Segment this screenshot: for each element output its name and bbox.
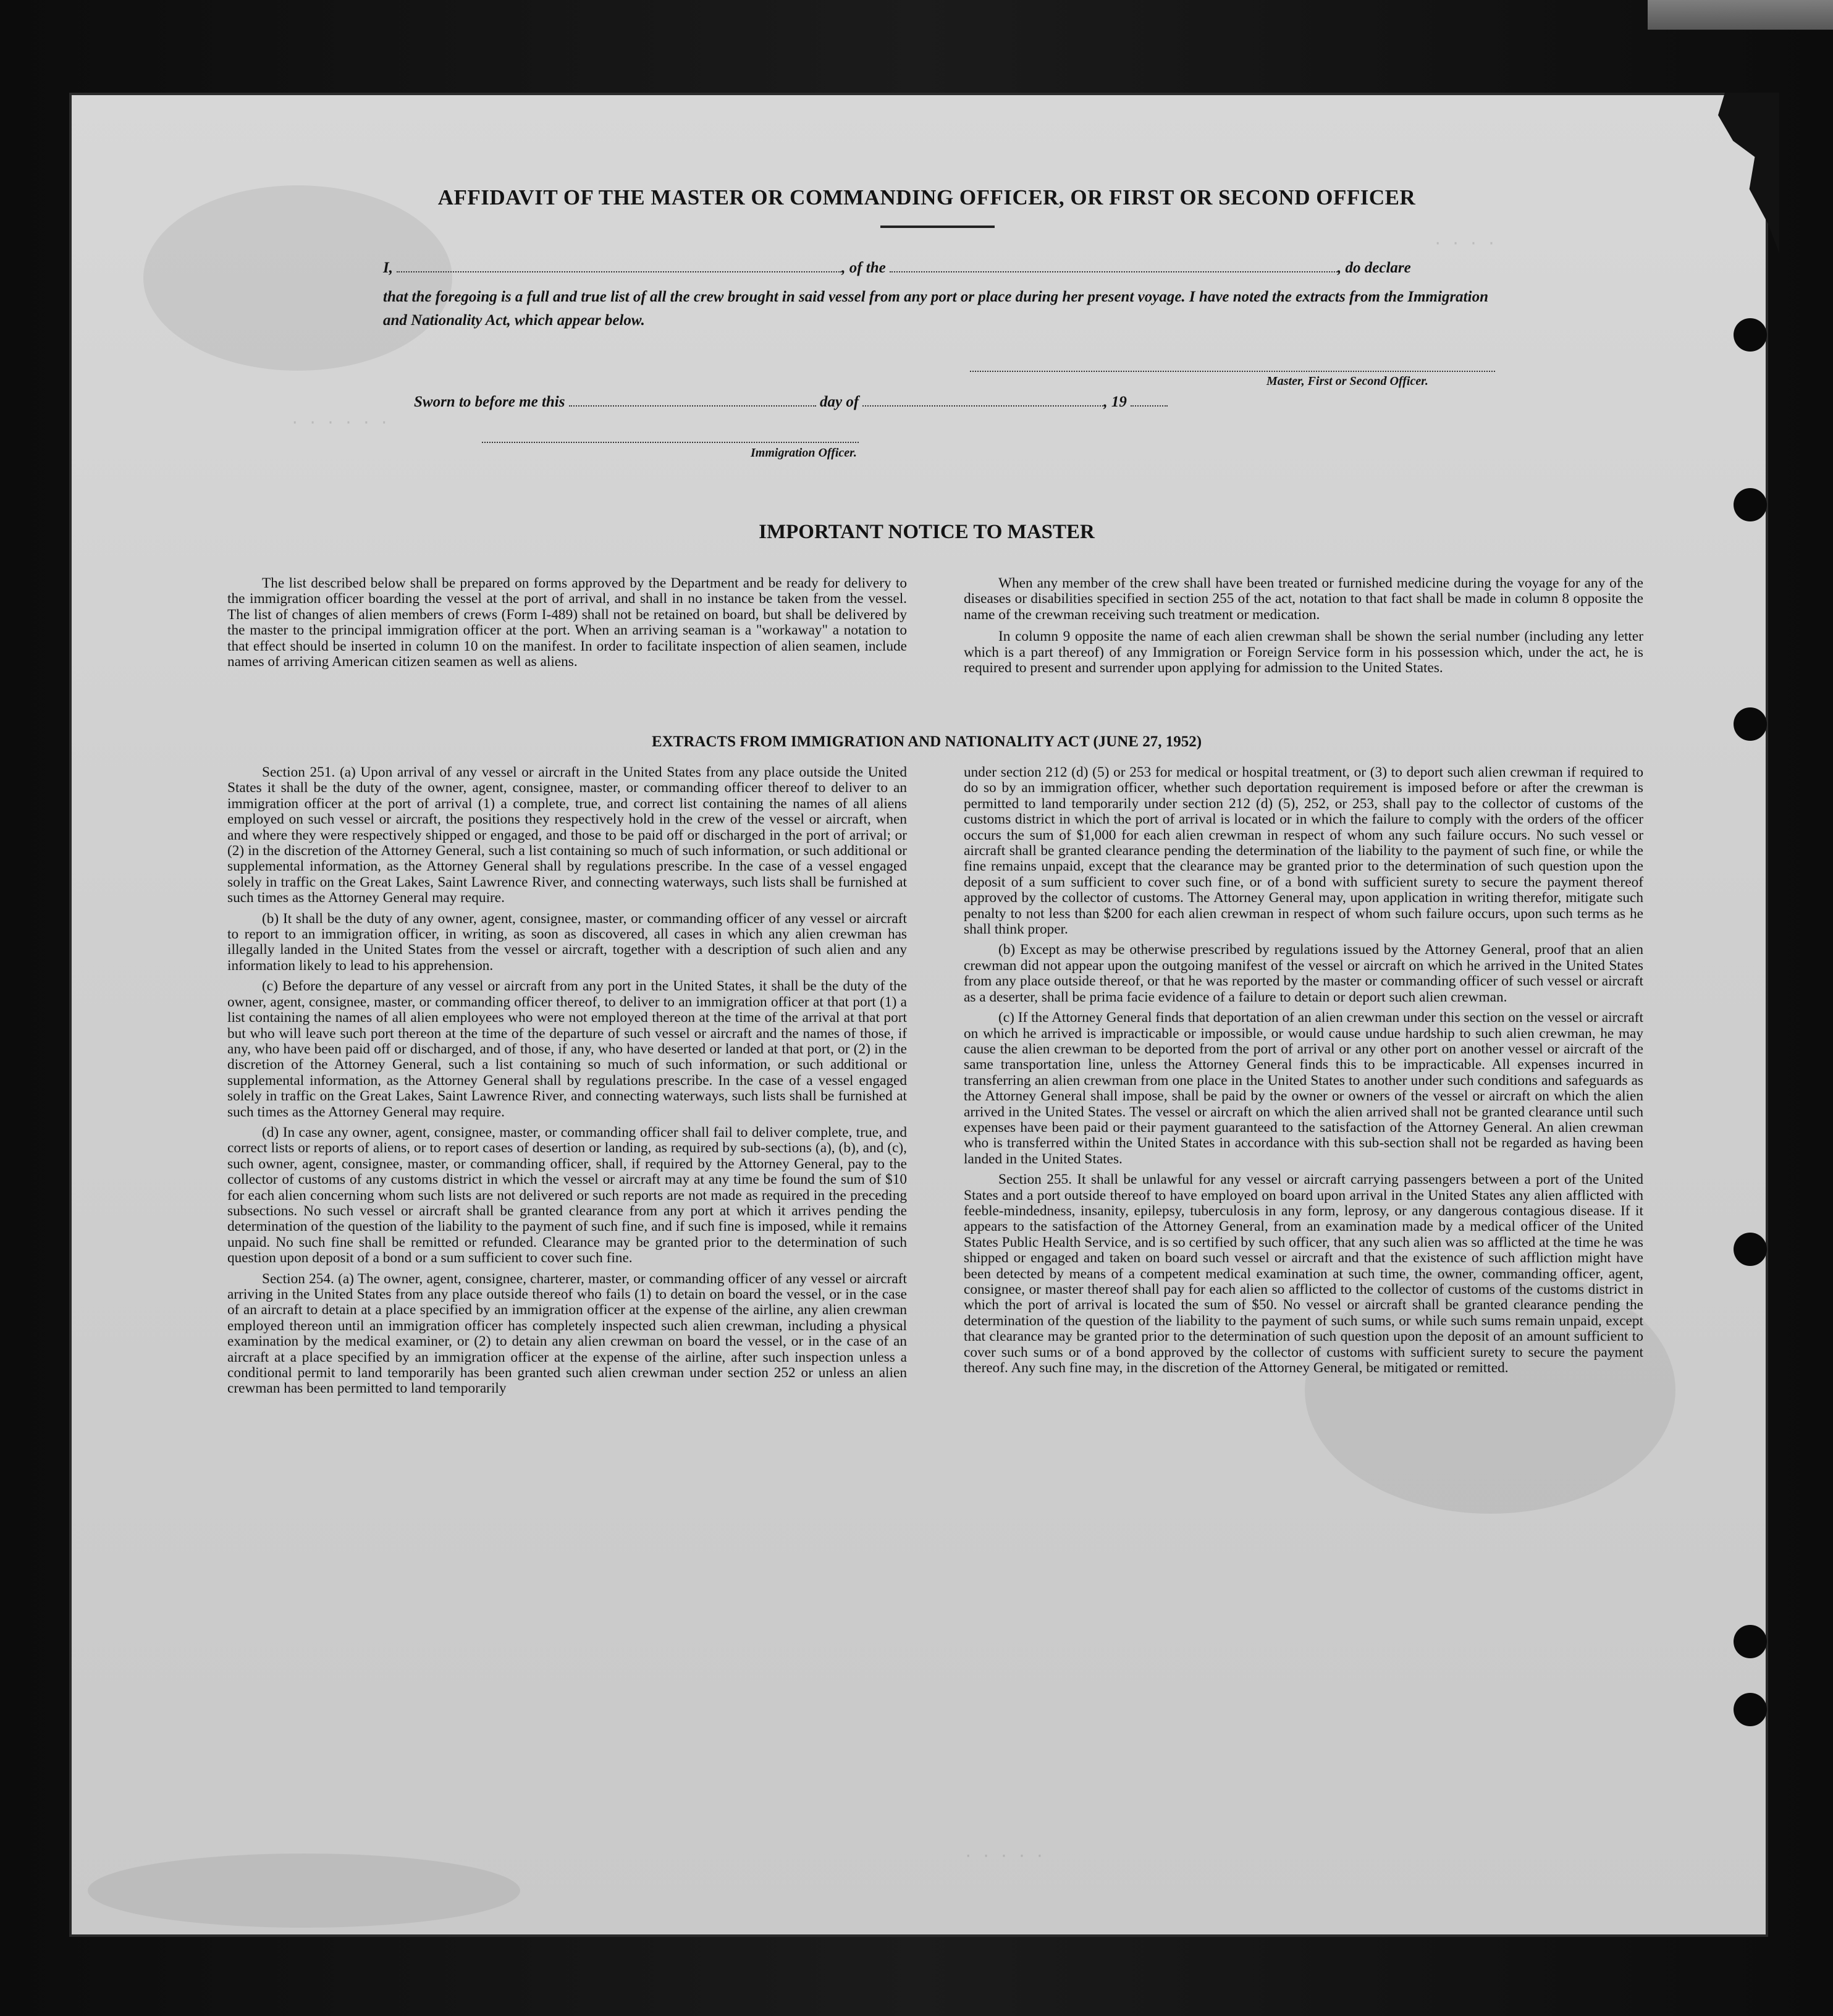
vessel-name-field[interactable] <box>890 260 1338 272</box>
statute-paragraph: under section 212 (d) (5) or 253 for medical or hospital treatment, or (3) to deport such alien crewman if required to do so by an immigration officer, whether such deportation requirement is imposed before or after the crewman is permitted to land temporarily under section 212 (d) (5), 252, or 253, shall pay to the collector of customs of the customs district in which the port of arrival is located or in which the failure to comply with the orders of the officer occurs the sum of $1,000 for each alien crewman in respect of whom any such failure occurs. No such vessel or aircraft shall be granted clearance pending the determination of the liability to the payment of such fine, or while the fine remains unpaid, except that the clearance may be granted prior to the determination of such question upon the deposit of a sum sufficient to cover such fine, or of a bond with sufficient surety to secure the payment thereof approved by the collector of customs. The Attorney General may, upon application in writing therefor, mitigate such penalty to not less than $200 for each alien crewman in respect of whom such failure occurs, upon such terms as he shall think proper. <box>964 764 1643 938</box>
extracts-left-column <box>227 765 907 1397</box>
notice-left-column <box>227 576 907 670</box>
sworn-day-field[interactable] <box>569 394 816 407</box>
extracts-right-column <box>964 765 1643 1376</box>
sworn-line <box>414 394 1229 411</box>
bleed-through-text: · · · · · · <box>290 414 389 431</box>
sworn-year-field[interactable] <box>1131 394 1168 407</box>
year-label: , 19 <box>1103 394 1127 410</box>
declarant-name-field[interactable] <box>397 260 841 272</box>
notice-paragraph: When any member of the crew shall have been treated or furnished medicine during the voyage for any of the diseases or disabilities specified in section 255 of the act, notation to that fact shall be made in column 8 opposite the name of the crewman receiving such treatment or medication. <box>964 575 1643 623</box>
declaration-statement: that the foregoing is a full and true list of all the crew brought in said vessel from any port or place during her present voyage. I have noted the extracts from the Immigration and Nationality Act, which appear below. <box>383 289 1488 329</box>
notice-title: IMPORTANT NOTICE TO MASTER <box>759 521 1095 543</box>
statute-paragraph: (b) Except as may be otherwise prescribed by regulations issued by the Attorney General, proof that an alien crewman did not appear upon the outgoing manifest of the vessel or aircraft on which he arrived in the United States from any place outside thereof, or that he was reported by the master or commanding officer of such vessel or aircraft as a deserter, shall be prima facie evidence of a failure to detain or deport such alien crewman. <box>964 942 1643 1005</box>
vessel-label: , of the <box>841 259 886 276</box>
signature-field[interactable] <box>970 371 1495 372</box>
notice-paragraph: In column 9 opposite the name of each alien crewman shall be shown the serial number (including any letter which is a part thereof) of any Immigration or Foreign Service form in his possession which, under the act, he is required to present and surrender upon applying for admission to the United States. <box>964 628 1643 677</box>
declare-label: , do declare <box>1338 259 1411 276</box>
statute-paragraph: Section 254. (a) The owner, agent, consignee, charterer, master, or commanding officer of any vessel or aircraft arriving in the United States from any place outside thereof who fails (1) to detain on board the vessel, or in the case of an aircraft to detain at a place specified by an immigration officer at the expense of the airline, any alien crewman employed thereon until an immigration officer has completely inspected such alien crewman, including a physical examination by the medical examiner, or (2) to detain any alien crewman on board the vessel, or in the case of an aircraft at a place specified by an immigration officer at the expense of the airline, after such inspection unless a conditional permit to land temporarily has been granted such alien crewman under section 252 or unless an alien crewman has been permitted to land temporarily <box>227 1270 907 1397</box>
sworn-month-field[interactable] <box>862 394 1103 407</box>
declaration-line <box>383 259 1501 277</box>
statute-paragraph: (d) In case any owner, agent, consignee, master, or commanding officer shall fail to deliver complete, true, and correct lists or reports of aliens, or to report cases of desertion or landing, as required by sub-sections (a), (b), and (c), such owner, agent, consignee, master, or commanding officer, shall, if required by the Attorney General, pay to the collector of customs of any customs district in which the vessel or aircraft may at any time be found the sum of $10 for each alien concerning whom such lists are not delivered or such reports are not made as required in the preceding subsections. No such vessel or aircraft shall be granted clearance from any port at which it arrives pending the determination of the question of the liability to the payment of such fine, and if such fine is imposed, while it remains unpaid. No such fine shall be remitted or refunded. Clearance may be granted prior to the determination of such question upon deposit of a bond or a sum sufficient to cover such fine. <box>227 1124 907 1267</box>
sworn-label: Sworn to before me this <box>414 394 565 410</box>
affidavit-title: AFFIDAVIT OF THE MASTER OR COMMANDING OFFICER, OR FIRST OR SECOND OFFICER <box>437 185 1416 209</box>
statute-paragraph: Section 255. It shall be unlawful for any vessel or aircraft carrying passengers between a port of the United States and a port outside thereof to have employed on board upon arrival in the United States any alien afflicted with feeble-mindedness, insanity, epilepsy, tuberculosis in any form, leprosy, or any dangerous contagious disease. If it appears to the satisfaction of the Attorney General, from an examination made by a medical officer of the United States Public Health Service, and is so certified by such officer, that any such alien was so afflicted at the time he was shipped or engaged and taken on board such vessel or aircraft and that the existence of such affliction might have been detected by means of a competent medical examination at such time, the owner, commanding officer, agent, consignee, or master thereof shall pay for each alien so afflicted to the collector of customs of the customs district in which the port of arrival is located the sum of $50. No vessel or aircraft shall be granted clearance pending the determination of the question of the liability to the payment of such sums, or while such sums remain unpaid, except that clearance may be granted prior to the determination of such question upon the deposit of an amount sufficient to cover such sums or of a bond approved by the collector of customs with sufficient surety to secure the payment thereof. Any such fine may, in the discretion of the Attorney General, be mitigated or remitted. <box>964 1171 1643 1377</box>
notice-right-column <box>964 576 1643 676</box>
immigration-officer-caption: Immigration Officer. <box>751 446 857 460</box>
statute-paragraph: (c) Before the departure of any vessel or aircraft from any port in the United States, it shall be the duty of the owner, agent, consignee, master, or commanding officer thereof, to deliver to an immigration officer at that port (1) a list containing the names of all alien employees who were not employed thereon at the time of the arrival at that port but who will leave such port thereon at the time of the departure of such vessel or aircraft and the names of those, if any, who have been paid off or discharged, and of those, if any, who have deserted or landed at that port, or (2) in the discretion of the Attorney General, such a list containing so much of such information, or such additional or supplemental information, as the Attorney General shall by regulations prescribe. In the case of a vessel engaged solely in traffic on the Great Lakes, Saint Lawrence River, and connecting waterways, such lists shall be furnished at such times as the Attorney General may require. <box>227 978 907 1120</box>
declarant-label: I, <box>383 259 393 276</box>
signature-caption: Master, First or Second Officer. <box>1266 374 1428 388</box>
bleed-through-text: · · · · · <box>964 1847 1045 1865</box>
notice-paragraph: The list described below shall be prepared on forms approved by the Department and be ready for delivery to the immigration officer boarding the vessel at the port of arrival, and shall in no instance be taken from the vessel. The list of changes of alien members of crews (Form I-489) shall not be retained on board, but shall be delivered by the master to the principal immigration officer at the port. When an arriving seaman is a "workaway" a notation to that effect should be inserted in column 10 on the manifest. In order to facilitate inspection of alien seamen, include names of arriving American citizen seamen as well as aliens. <box>227 575 907 670</box>
bleed-through-text: · · · · <box>1433 235 1496 252</box>
statute-paragraph: (c) If the Attorney General finds that deportation of an alien crewman under this section on the vessel or aircraft on which he arrived is impracticable or impossible, or would cause undue hardship to such alien crewman, he may cause the alien crewman to be deported from the port of arrival or any other port on another vessel or aircraft of the same transportation line, unless the Attorney General finds this to be impracticable. All expenses incurred in transferring an alien crewman from one place in the United States to another under such conditions and safeguards as the Attorney General shall impose, shall be paid by the owner or owners of the vessel or aircraft on which the alien arrived in the United States. The vessel or aircraft on which the alien arrived shall not be granted clearance until such expenses have been paid or their payment guaranteed to the satisfaction of the Attorney General. An alien crewman who is transferred within the United States in accordance with this sub-section shall not be regarded as having been landed in the United States. <box>964 1010 1643 1167</box>
statute-paragraph: Section 251. (a) Upon arrival of any vessel or aircraft in the United States from any place outside the United States it shall be the duty of the owner, agent, consignee, master, or commanding officer thereof to deliver to an immigration officer at the port of arrival (1) a complete, true, and correct list containing the names of all aliens employed on such vessel or aircraft, the positions they respectively hold in the crew of the vessel or aircraft, when and where they were respectively shipped or engaged, and those to be paid off or discharged in the port of arrival; or (2) in the discretion of the Attorney General, such a list containing so much of such information, or such additional or supplemental information, as the Attorney General shall by regulations prescribe. In the case of a vessel engaged solely in traffic on the Great Lakes, Saint Lawrence River, and connecting waterways, such lists shall be furnished at such times as the Attorney General may require. <box>227 764 907 906</box>
extracts-title: EXTRACTS FROM IMMIGRATION AND NATIONALITY ACT (JUNE 27, 1952) <box>651 733 1202 750</box>
immigration-officer-field[interactable] <box>482 442 859 443</box>
day-of-label: day of <box>819 394 859 410</box>
title-rule <box>880 226 995 228</box>
statute-paragraph: (b) It shall be the duty of any owner, agent, consignee, master, or commanding officer of any vessel or aircraft to report to an immigration officer, in writing, as soon as discovered, all cases in which any alien crewman has illegally landed in the United States from the vessel or aircraft, together with a description of such alien and any information likely to lead to his apprehension. <box>227 910 907 974</box>
